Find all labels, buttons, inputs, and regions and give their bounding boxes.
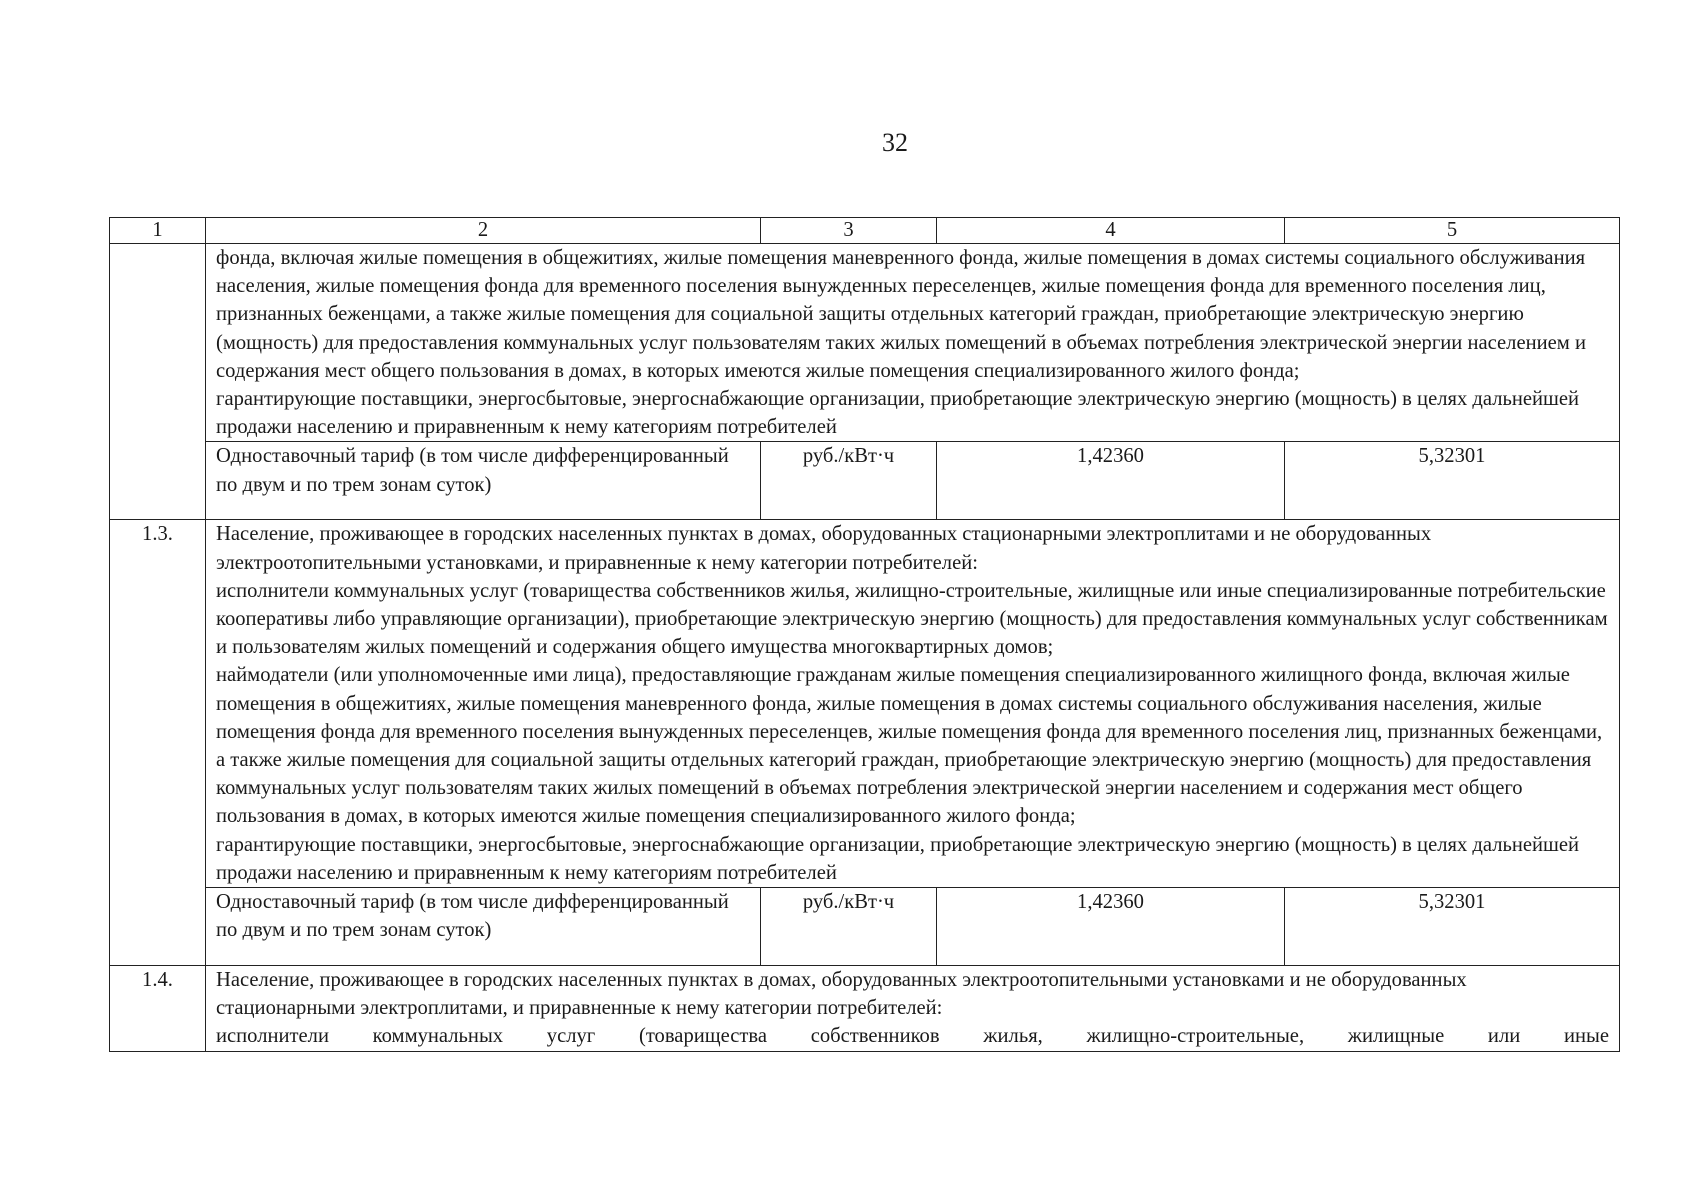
tariff-table [109,217,1620,1052]
tariff-value-col5: 5,32301 [1285,888,1620,966]
tariff-unit: руб./кВт·ч [761,442,937,520]
tariff-row [110,442,1620,520]
table-header-row [110,218,1620,244]
tariff-row [110,888,1620,966]
tariff-name: Одноставочный тариф (в том числе дифференцированный по двум и по трем зонам суток) [206,888,761,966]
tariff-value-col5: 5,32301 [1285,442,1620,520]
header-col-3: 3 [761,218,937,244]
category-description [206,966,1620,1052]
description-paragraph: Население, проживающее в городских населенных пунктах в домах, оборудованных стационарными электроплитами и не оборудованных электроотопительными установками, и приравненные к нему категории потребителей: [216,523,1432,574]
description-paragraph: фонда, включая жилые помещения в общежитиях, жилые помещения маневренного фонда, жилые помещения в домах системы социального обслуживания населения, жилые помещения фонда для временного поселения вынужденных переселенцев, жилые помещения фонда для временного поселения лиц, признанных беженцами, а также жилые помещения для социальной защиты отдельных категорий граждан, приобретающие электрическую энергию (мощность) для предоставления коммунальных услуг пользователям таких жилых помещений в объемах потребления электрической энергии населением и содержания мест общего пользования в домах, в которых имеются жилые помещения специализированного жилого фонда; [216,247,1586,382]
row-number-1-3: 1.3. [110,520,206,966]
tariff-name: Одноставочный тариф (в том числе дифференцированный по двум и по трем зонам суток) [206,442,761,520]
tariff-unit: руб./кВт·ч [761,888,937,966]
header-col-1: 1 [110,218,206,244]
table-row [110,966,1620,1052]
page-number: 32 [882,128,908,157]
description-paragraph: исполнители коммунальных услуг (товарищества собственников жилья, жилищно-строительные, жилищные или иные [216,1025,1609,1048]
header-col-4: 4 [937,218,1285,244]
description-paragraph: гарантирующие поставщики, энергосбытовые, энергоснабжающие организации, приобретающие электрическую энергию (мощность) в целях дальнейшей продажи населению и приравненным к нему категориям потребителей [216,833,1580,884]
header-col-5: 5 [1285,218,1620,244]
description-paragraph: наймодатели (или уполномоченные ими лица), предоставляющие гражданам жилые помещения специализированного жилищного фонда, включая жилые помещения в общежитиях, жилые помещения маневренного фонда, жилые помещения в домах системы социального обслуживания населения, жилые помещения фонда для временного поселения вынужденных переселенцев, жилые помещения фонда для временного поселения лиц, признанных беженцами, а также жилые помещения для социальной защиты отдельных категорий граждан, приобретающие электрическую энергию (мощность) для предоставления коммунальных услуг пользователям таких жилых помещений в объемах потребления электрической энергии населением и содержания мест общего пользования в домах, в которых имеются жилые помещения специализированного жилого фонда; [216,664,1603,828]
header-col-2: 2 [206,218,761,244]
description-paragraph: исполнители коммунальных услуг (товарищества собственников жилья, жилищно-строительные, жилищные или иные специализированные потребительские кооперативы либо управляющие организации), приобретающие электрическую энергию (мощность) для предоставления коммунальных услуг собственникам и пользователям жилых помещений и содержания общего имущества многоквартирных домов; [216,579,1608,659]
tariff-value-col4: 1,42360 [937,888,1285,966]
tariff-value-col4: 1,42360 [937,442,1285,520]
description-paragraph: Население, проживающее в городских населенных пунктах в домах, оборудованных электроотопительными установками и не оборудованных стационарными электроплитами, и приравненные к нему категории потребителей: [216,969,1467,1020]
description-paragraph: гарантирующие поставщики, энергосбытовые, энергоснабжающие организации, приобретающие электрическую энергию (мощность) в целях дальнейшей продажи населению и приравненным к нему категориям потребителей [216,388,1580,439]
category-description [206,520,1620,888]
row-number-1-4: 1.4. [110,966,206,1052]
table-row [110,520,1620,888]
category-description [206,244,1620,442]
table-row [110,244,1620,442]
row-number-cell [110,244,206,520]
